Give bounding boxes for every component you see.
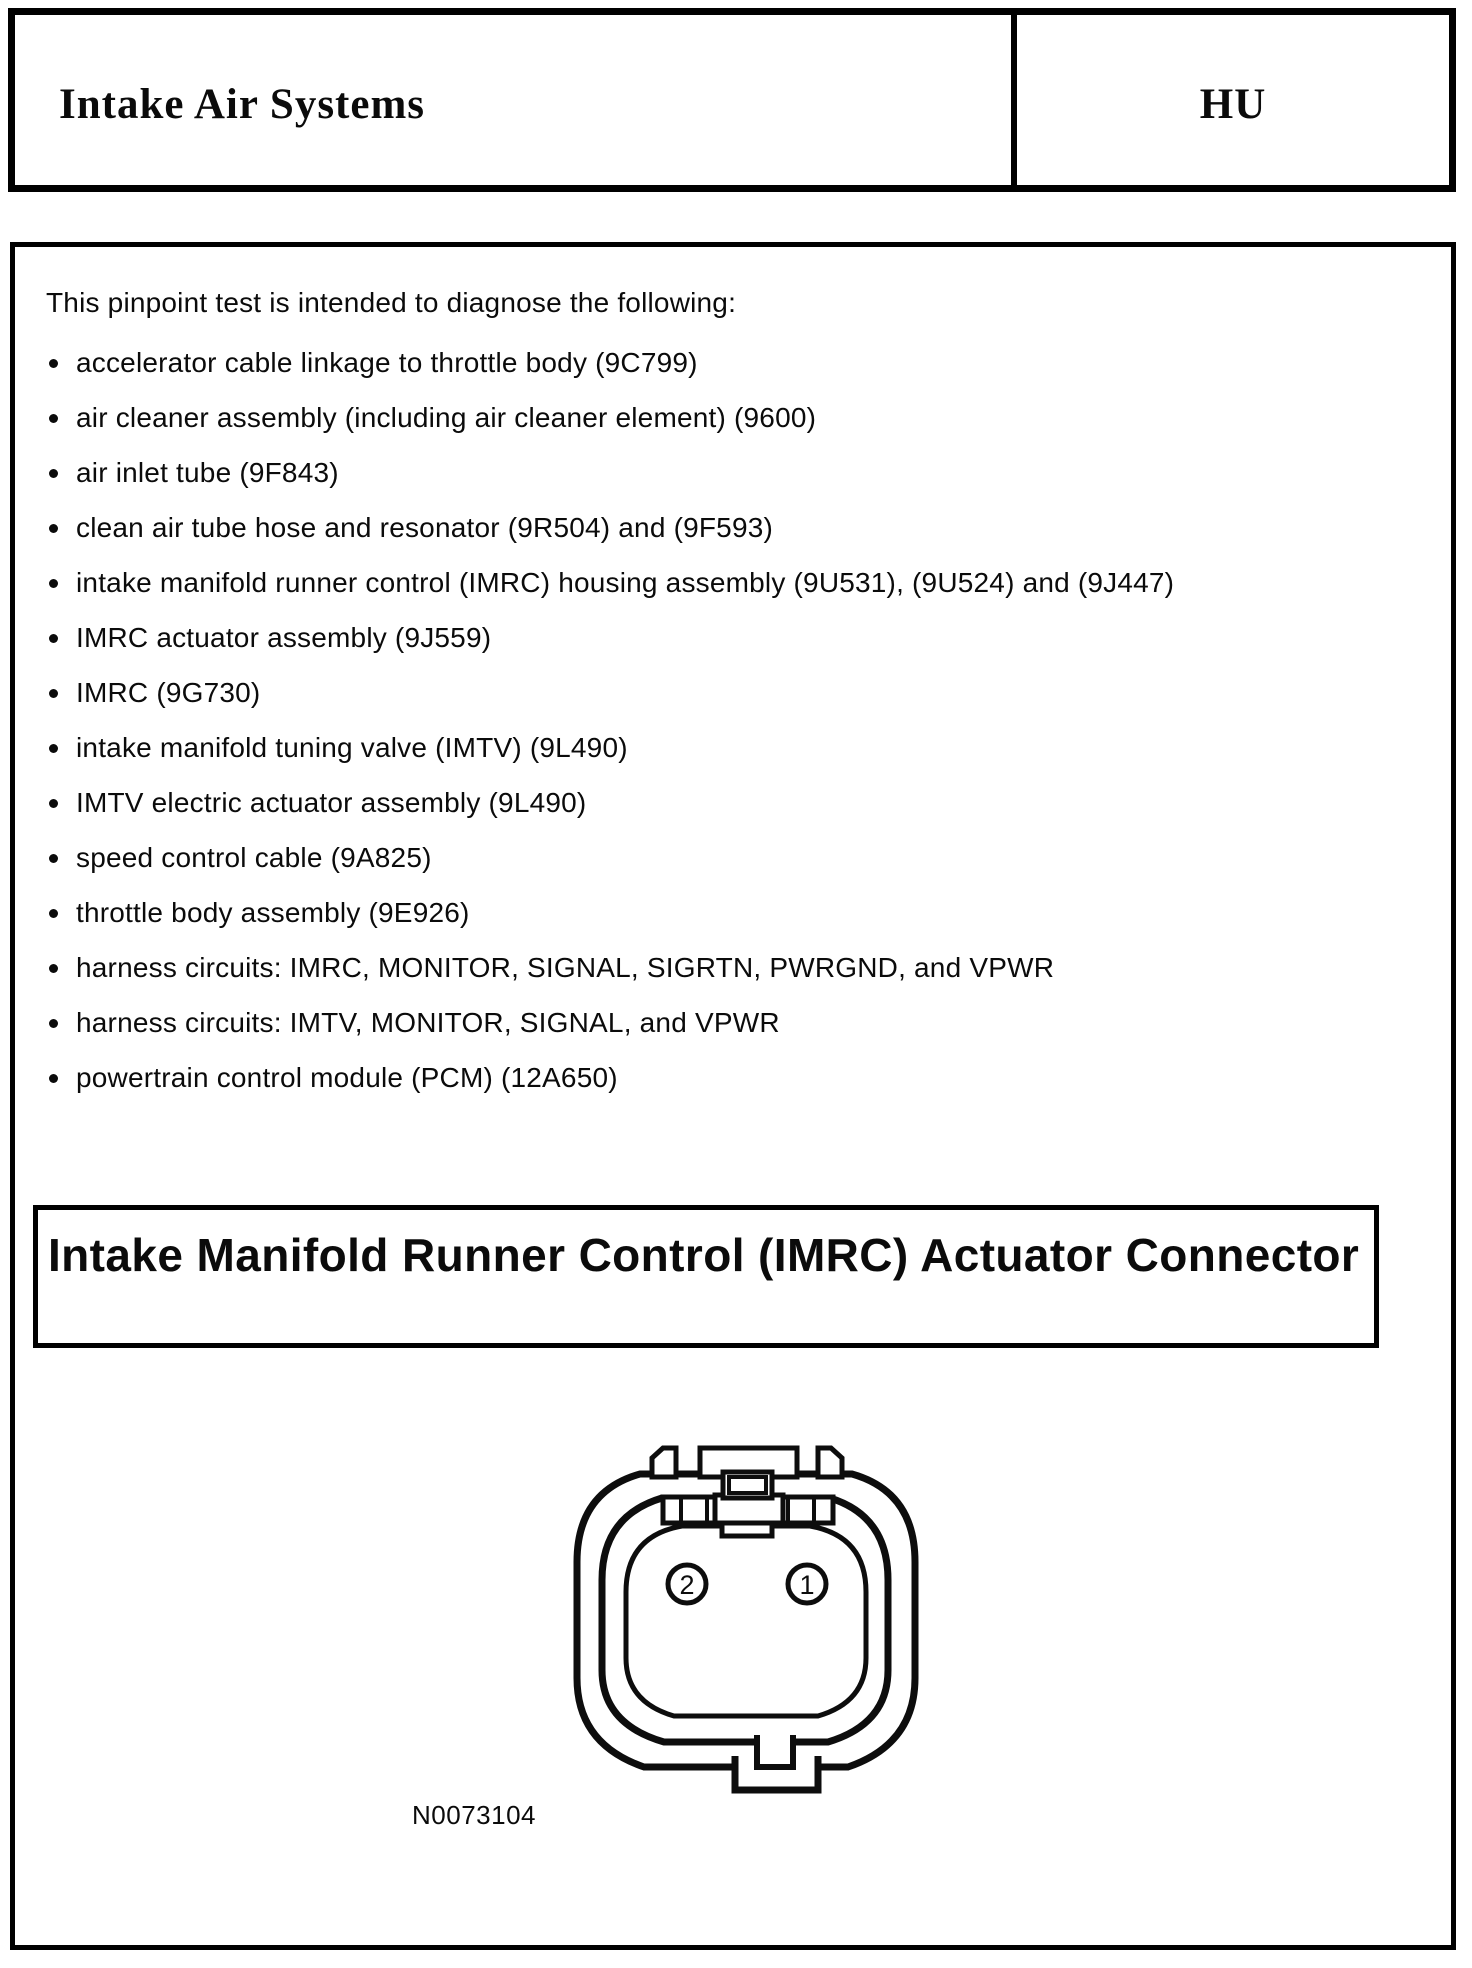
diagram-caption: N0073104: [412, 1800, 536, 1830]
diagnosis-content: [46, 289, 1396, 1119]
list-item: clean air tube hose and resonator (9R504) and (9F593): [46, 514, 1396, 542]
header-code-cell: [1017, 15, 1449, 185]
list-item: IMRC (9G730): [46, 679, 1396, 707]
list-item: IMTV electric actuator assembly (9L490): [46, 789, 1396, 817]
list-item: throttle body assembly (9E926): [46, 899, 1396, 927]
connector-diagram: [540, 1430, 940, 1830]
list-item: air inlet tube (9F843): [46, 459, 1396, 487]
connector-bottom-key-notch: [757, 1735, 793, 1767]
list-item: intake manifold runner control (IMRC) housing assembly (9U531), (9U524) and (9J447): [46, 569, 1396, 597]
list-item: harness circuits: IMRC, MONITOR, SIGNAL, SIGRTN, PWRGND, and VPWR: [46, 954, 1396, 982]
connector-left-ear: [652, 1448, 676, 1477]
section-heading-box: [33, 1205, 1379, 1348]
intro-text: This pinpoint test is intended to diagnose the following:: [46, 287, 737, 318]
connector-latch-foot: [722, 1523, 772, 1536]
list-item: accelerator cable linkage to throttle body (9C799): [46, 349, 1396, 377]
list-item: IMRC actuator assembly (9J559): [46, 624, 1396, 652]
list-item: air cleaner assembly (including air cleaner element) (9600): [46, 404, 1396, 432]
pin-2-label: 2: [679, 1570, 695, 1600]
section-heading: Intake Manifold Runner Control (IMRC) Actuator Connector: [48, 1229, 1360, 1281]
connector-right-ear: [818, 1448, 842, 1477]
pin-1-label: 1: [799, 1570, 815, 1600]
list-item: intake manifold tuning valve (IMTV) (9L490): [46, 734, 1396, 762]
diagnosis-list: [46, 349, 1396, 1092]
list-item: powertrain control module (PCM) (12A650): [46, 1064, 1396, 1092]
section-code: HU: [1199, 80, 1267, 128]
header-table: [8, 8, 1456, 192]
list-item: harness circuits: IMTV, MONITOR, SIGNAL, and VPWR: [46, 1009, 1396, 1037]
page-title: Intake Air Systems: [59, 80, 426, 128]
header-title-cell: [15, 15, 1017, 185]
list-item: speed control cable (9A825): [46, 844, 1396, 872]
connector-cavity: [626, 1526, 866, 1716]
